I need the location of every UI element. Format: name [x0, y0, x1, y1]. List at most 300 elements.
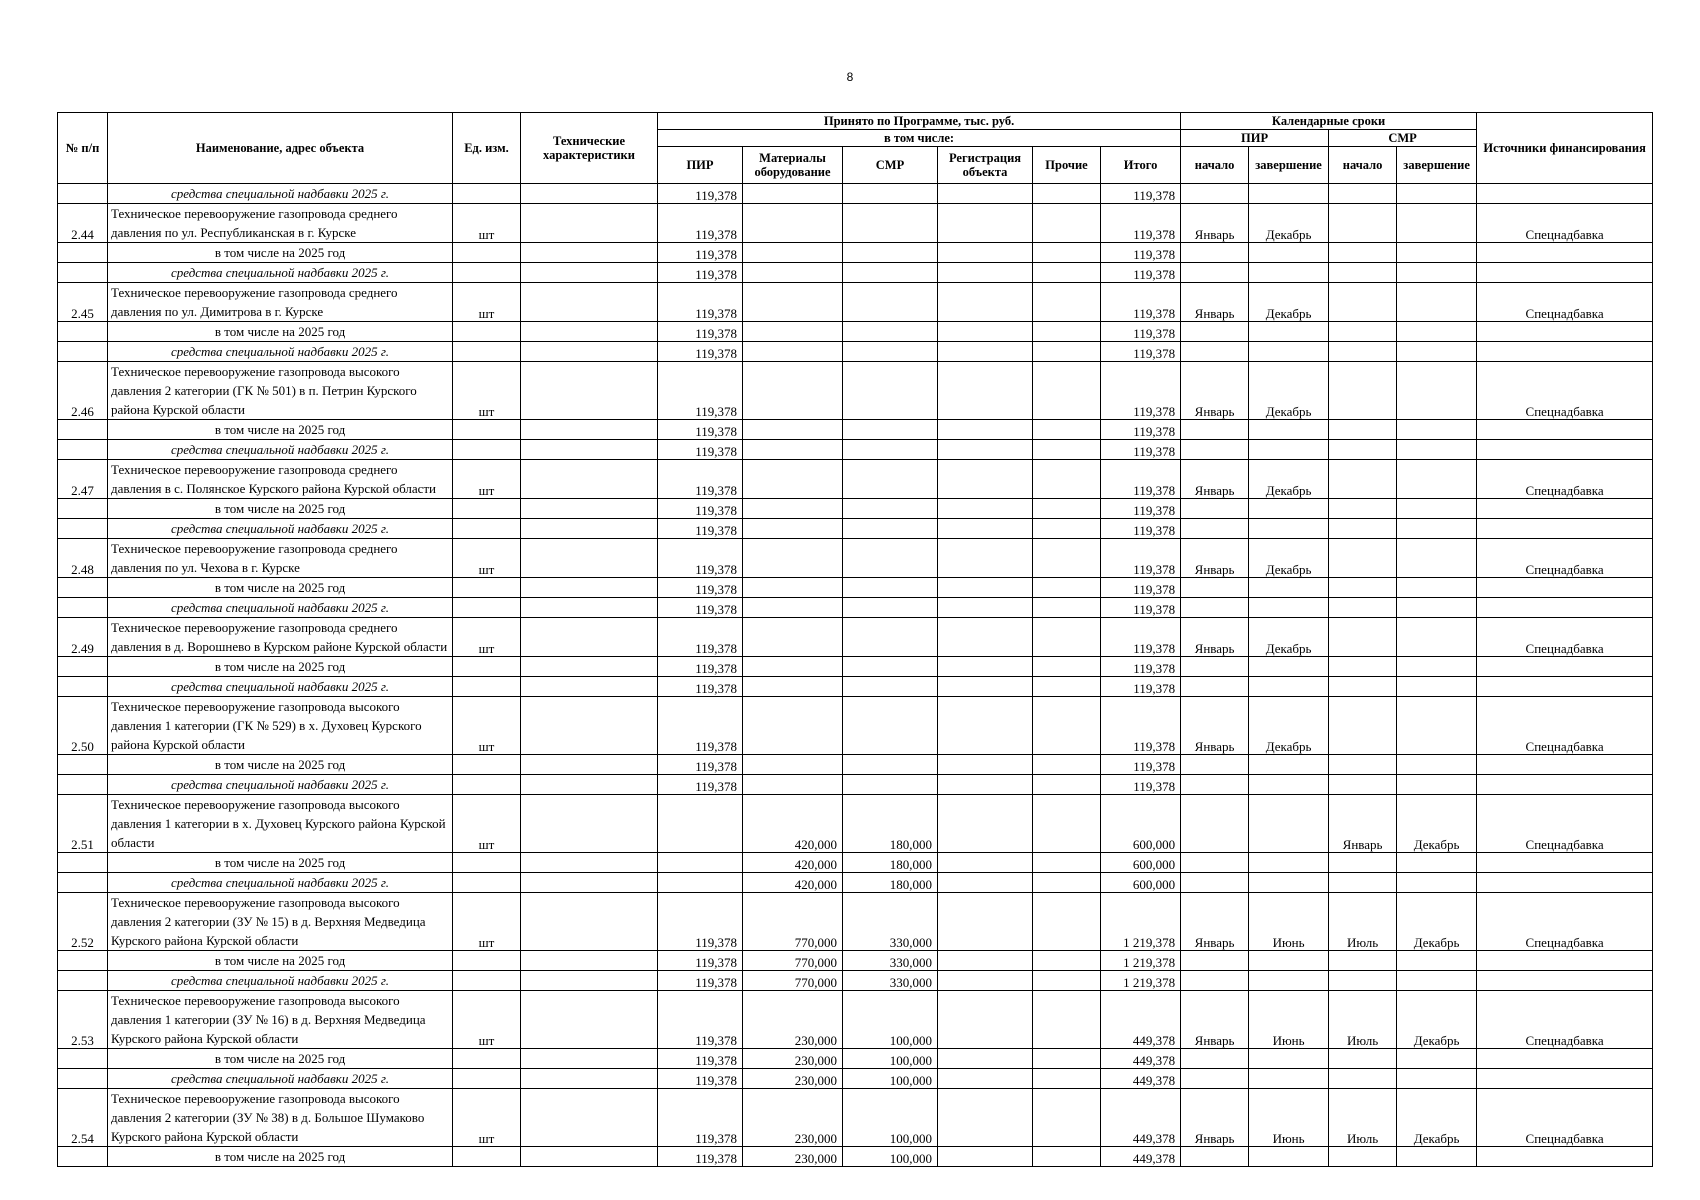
cell-total: 449,378: [1101, 1049, 1181, 1069]
cell-no: 2.45: [58, 283, 108, 322]
cell-materials: [743, 460, 843, 499]
table-row-year: [58, 499, 1653, 519]
cell-pir-end: [1249, 1049, 1329, 1069]
cell-pir: 119,378: [658, 204, 743, 243]
cell-total: 119,378: [1101, 519, 1181, 539]
cell-no: [58, 755, 108, 775]
cell-pir-start: [1181, 795, 1249, 853]
cell-smr-start: [1329, 499, 1397, 519]
cell-name: Техническое перевооружение газопровода высокого давления 1 категории в х. Духовец Курского района Курской области: [108, 795, 453, 853]
cell-pir: 119,378: [658, 1147, 743, 1167]
cell-name: в том числе на 2025 год: [108, 853, 453, 873]
cell-pir-start: Январь: [1181, 460, 1249, 499]
cell-smr: [843, 755, 938, 775]
cell-pir-end: [1249, 598, 1329, 618]
table-row-special-fund: [58, 677, 1653, 697]
cell-materials: [743, 322, 843, 342]
cell-pir-end: [1249, 1069, 1329, 1089]
table-row-object: [58, 204, 1653, 243]
cell-source: Спецнадбавка: [1477, 991, 1653, 1049]
cell-unit: [453, 971, 521, 991]
table-row-special-fund: [58, 342, 1653, 362]
cell-materials: 770,000: [743, 893, 843, 951]
cell-unit: [453, 755, 521, 775]
cell-other: [1033, 440, 1101, 460]
table-header: [58, 113, 1653, 184]
cell-tech: [521, 853, 658, 873]
cell-source: [1477, 322, 1653, 342]
cell-total: 449,378: [1101, 1069, 1181, 1089]
cell-source: Спецнадбавка: [1477, 795, 1653, 853]
cell-name: средства специальной надбавки 2025 г.: [108, 598, 453, 618]
cell-other: [1033, 1069, 1101, 1089]
cell-pir: 119,378: [658, 460, 743, 499]
cell-materials: 420,000: [743, 873, 843, 893]
cell-name: средства специальной надбавки 2025 г.: [108, 775, 453, 795]
cell-registration: [938, 677, 1033, 697]
cell-total: 119,378: [1101, 775, 1181, 795]
cell-registration: [938, 243, 1033, 263]
header-sources: Источники финансирования: [1477, 113, 1653, 184]
cell-pir-end: Июнь: [1249, 1089, 1329, 1147]
cell-no: [58, 263, 108, 283]
cell-registration: [938, 951, 1033, 971]
cell-pir: 119,378: [658, 775, 743, 795]
cell-smr-end: [1397, 322, 1477, 342]
cell-materials: [743, 263, 843, 283]
cell-smr: [843, 578, 938, 598]
cell-pir: 119,378: [658, 263, 743, 283]
cell-tech: [521, 519, 658, 539]
cell-source: [1477, 243, 1653, 263]
cell-registration: [938, 420, 1033, 440]
cell-name: Техническое перевооружение газопровода высокого давления 2 категории (ЗУ № 38) в д. Большое Шумаково Курского района Курской области: [108, 1089, 453, 1147]
cell-other: [1033, 184, 1101, 204]
cell-no: 2.53: [58, 991, 108, 1049]
cell-pir-end: [1249, 243, 1329, 263]
cell-smr-start: [1329, 971, 1397, 991]
cell-other: [1033, 873, 1101, 893]
cell-total: 119,378: [1101, 263, 1181, 283]
cell-pir-start: Январь: [1181, 362, 1249, 420]
cell-unit: [453, 1049, 521, 1069]
cell-smr: [843, 342, 938, 362]
cell-no: [58, 853, 108, 873]
cell-registration: [938, 657, 1033, 677]
cell-smr-start: [1329, 263, 1397, 283]
cell-materials: [743, 184, 843, 204]
cell-pir-start: Январь: [1181, 893, 1249, 951]
header-smr-start: начало: [1329, 147, 1397, 184]
cell-pir-start: [1181, 755, 1249, 775]
header-pir-end: завершение: [1249, 147, 1329, 184]
cell-pir: 119,378: [658, 1089, 743, 1147]
cell-total: 449,378: [1101, 1089, 1181, 1147]
cell-pir-start: [1181, 1147, 1249, 1167]
cell-pir-start: [1181, 519, 1249, 539]
cell-pir-start: [1181, 243, 1249, 263]
cell-source: [1477, 873, 1653, 893]
header-smr: СМР: [843, 147, 938, 184]
table-row-object: [58, 697, 1653, 755]
cell-pir-end: Декабрь: [1249, 460, 1329, 499]
cell-smr: [843, 263, 938, 283]
cell-pir-start: [1181, 420, 1249, 440]
cell-tech: [521, 420, 658, 440]
header-total: Итого: [1101, 147, 1181, 184]
cell-smr-end: [1397, 1069, 1477, 1089]
cell-materials: [743, 362, 843, 420]
cell-smr-end: [1397, 618, 1477, 657]
table-row-object: [58, 1089, 1653, 1147]
cell-other: [1033, 853, 1101, 873]
cell-name: в том числе на 2025 год: [108, 657, 453, 677]
cell-tech: [521, 893, 658, 951]
table-row-year: [58, 578, 1653, 598]
cell-smr-end: Декабрь: [1397, 795, 1477, 853]
table-row-special-fund: [58, 971, 1653, 991]
cell-smr: [843, 775, 938, 795]
cell-smr-start: [1329, 755, 1397, 775]
cell-registration: [938, 283, 1033, 322]
cell-total: 119,378: [1101, 578, 1181, 598]
cell-tech: [521, 263, 658, 283]
cell-materials: [743, 598, 843, 618]
cell-source: Спецнадбавка: [1477, 893, 1653, 951]
cell-smr: [843, 539, 938, 578]
cell-registration: [938, 460, 1033, 499]
cell-tech: [521, 618, 658, 657]
cell-other: [1033, 499, 1101, 519]
header-smr-end: завершение: [1397, 147, 1477, 184]
cell-smr-end: Декабрь: [1397, 893, 1477, 951]
cell-tech: [521, 342, 658, 362]
cell-smr: 330,000: [843, 951, 938, 971]
cell-smr-end: [1397, 263, 1477, 283]
cell-smr: [843, 460, 938, 499]
table-row-object: [58, 539, 1653, 578]
cell-smr-end: [1397, 539, 1477, 578]
cell-other: [1033, 893, 1101, 951]
header-including-group: в том числе:: [658, 130, 1181, 147]
cell-smr-start: [1329, 1147, 1397, 1167]
cell-pir-start: Январь: [1181, 1089, 1249, 1147]
cell-total: 600,000: [1101, 853, 1181, 873]
cell-unit: шт: [453, 460, 521, 499]
cell-smr: 100,000: [843, 991, 938, 1049]
cell-smr-start: Июль: [1329, 1089, 1397, 1147]
cell-source: [1477, 1147, 1653, 1167]
table-row-year: [58, 755, 1653, 775]
cell-unit: [453, 322, 521, 342]
cell-pir-start: [1181, 322, 1249, 342]
cell-smr: [843, 420, 938, 440]
cell-other: [1033, 263, 1101, 283]
cell-other: [1033, 204, 1101, 243]
cell-smr-end: [1397, 578, 1477, 598]
cell-materials: [743, 775, 843, 795]
cell-smr-end: [1397, 677, 1477, 697]
cell-pir-end: Июнь: [1249, 893, 1329, 951]
cell-source: [1477, 657, 1653, 677]
table-body: [58, 184, 1653, 1167]
cell-registration: [938, 499, 1033, 519]
cell-tech: [521, 971, 658, 991]
cell-smr-end: [1397, 1049, 1477, 1069]
cell-pir-start: Январь: [1181, 618, 1249, 657]
cell-pir-start: Январь: [1181, 539, 1249, 578]
cell-tech: [521, 1049, 658, 1069]
cell-other: [1033, 460, 1101, 499]
cell-smr-end: [1397, 1147, 1477, 1167]
cell-registration: [938, 618, 1033, 657]
cell-smr-end: [1397, 184, 1477, 204]
cell-pir: 119,378: [658, 755, 743, 775]
cell-registration: [938, 519, 1033, 539]
cell-tech: [521, 539, 658, 578]
cell-materials: [743, 499, 843, 519]
cell-total: 119,378: [1101, 362, 1181, 420]
cell-smr-end: [1397, 283, 1477, 322]
cell-no: [58, 578, 108, 598]
cell-other: [1033, 795, 1101, 853]
table-row-year: [58, 420, 1653, 440]
cell-unit: [453, 263, 521, 283]
cell-no: [58, 322, 108, 342]
cell-source: Спецнадбавка: [1477, 1089, 1653, 1147]
cell-unit: [453, 420, 521, 440]
cell-source: Спецнадбавка: [1477, 204, 1653, 243]
cell-source: Спецнадбавка: [1477, 618, 1653, 657]
cell-pir-start: [1181, 499, 1249, 519]
cell-smr-start: [1329, 539, 1397, 578]
cell-smr-end: Декабрь: [1397, 991, 1477, 1049]
cell-tech: [521, 951, 658, 971]
cell-smr-end: [1397, 755, 1477, 775]
table-row-object: [58, 283, 1653, 322]
cell-materials: 770,000: [743, 971, 843, 991]
cell-other: [1033, 677, 1101, 697]
cell-other: [1033, 519, 1101, 539]
table-row-year: [58, 322, 1653, 342]
cell-registration: [938, 322, 1033, 342]
cell-pir-end: Июнь: [1249, 991, 1329, 1049]
cell-pir: 119,378: [658, 499, 743, 519]
header-name: Наименование, адрес объекта: [108, 113, 453, 184]
cell-no: 2.52: [58, 893, 108, 951]
cell-smr-start: [1329, 1069, 1397, 1089]
cell-pir-start: [1181, 1069, 1249, 1089]
cell-pir-end: [1249, 322, 1329, 342]
cell-source: [1477, 440, 1653, 460]
cell-name: Техническое перевооружение газопровода среднего давления в с. Полянское Курского района Курской области: [108, 460, 453, 499]
cell-tech: [521, 440, 658, 460]
table-row-year: [58, 853, 1653, 873]
cell-source: Спецнадбавка: [1477, 539, 1653, 578]
cell-registration: [938, 539, 1033, 578]
cell-pir: 119,378: [658, 539, 743, 578]
cell-tech: [521, 598, 658, 618]
cell-pir: 119,378: [658, 440, 743, 460]
cell-other: [1033, 618, 1101, 657]
header-calendar-group: Календарные сроки: [1181, 113, 1477, 130]
cell-name: в том числе на 2025 год: [108, 243, 453, 263]
cell-source: [1477, 971, 1653, 991]
cell-unit: [453, 873, 521, 893]
cell-other: [1033, 342, 1101, 362]
cell-total: 600,000: [1101, 873, 1181, 893]
cell-smr: [843, 362, 938, 420]
cell-source: Спецнадбавка: [1477, 283, 1653, 322]
cell-tech: [521, 755, 658, 775]
cell-name: средства специальной надбавки 2025 г.: [108, 1069, 453, 1089]
cell-no: [58, 971, 108, 991]
cell-name: средства специальной надбавки 2025 г.: [108, 184, 453, 204]
table-row-object: [58, 991, 1653, 1049]
cell-source: [1477, 342, 1653, 362]
cell-total: 119,378: [1101, 184, 1181, 204]
cell-pir-start: Январь: [1181, 991, 1249, 1049]
cell-pir-end: [1249, 499, 1329, 519]
cell-registration: [938, 1069, 1033, 1089]
cell-pir: 119,378: [658, 677, 743, 697]
cell-name: в том числе на 2025 год: [108, 951, 453, 971]
cell-unit: [453, 775, 521, 795]
header-pir-start: начало: [1181, 147, 1249, 184]
cell-materials: [743, 204, 843, 243]
cell-total: 119,378: [1101, 539, 1181, 578]
cell-no: [58, 951, 108, 971]
cell-smr-end: [1397, 971, 1477, 991]
cell-name: Техническое перевооружение газопровода высокого давления 2 категории (ЗУ № 15) в д. Верхняя Медведица Курского района Курской области: [108, 893, 453, 951]
table-row-special-fund: [58, 519, 1653, 539]
cell-name: Техническое перевооружение газопровода среднего давления по ул. Республиканская в г. Курске: [108, 204, 453, 243]
cell-pir-end: Декабрь: [1249, 204, 1329, 243]
cell-total: 1 219,378: [1101, 893, 1181, 951]
cell-smr-start: [1329, 775, 1397, 795]
cell-smr-end: [1397, 519, 1477, 539]
cell-pir-end: [1249, 519, 1329, 539]
cell-pir: [658, 853, 743, 873]
table-row-special-fund: [58, 873, 1653, 893]
header-other: Прочие: [1033, 147, 1101, 184]
cell-no: [58, 342, 108, 362]
cell-pir-end: [1249, 263, 1329, 283]
cell-other: [1033, 1049, 1101, 1069]
cell-total: 119,378: [1101, 204, 1181, 243]
cell-other: [1033, 657, 1101, 677]
table-row-year: [58, 657, 1653, 677]
cell-pir: 119,378: [658, 893, 743, 951]
cell-other: [1033, 539, 1101, 578]
cell-other: [1033, 971, 1101, 991]
cell-unit: шт: [453, 618, 521, 657]
cell-smr-end: [1397, 853, 1477, 873]
cell-source: Спецнадбавка: [1477, 697, 1653, 755]
cell-total: 1 219,378: [1101, 951, 1181, 971]
cell-registration: [938, 697, 1033, 755]
table-row-object: [58, 362, 1653, 420]
cell-name: средства специальной надбавки 2025 г.: [108, 873, 453, 893]
cell-registration: [938, 1089, 1033, 1147]
cell-unit: [453, 598, 521, 618]
cell-pir-end: Декабрь: [1249, 362, 1329, 420]
cell-smr-start: [1329, 873, 1397, 893]
cell-pir-end: [1249, 971, 1329, 991]
cell-materials: [743, 519, 843, 539]
header-cal-pir-group: ПИР: [1181, 130, 1329, 147]
cell-other: [1033, 755, 1101, 775]
cell-no: 2.47: [58, 460, 108, 499]
cell-tech: [521, 578, 658, 598]
cell-no: [58, 1147, 108, 1167]
cell-tech: [521, 677, 658, 697]
table-row-special-fund: [58, 598, 1653, 618]
cell-source: [1477, 263, 1653, 283]
cell-smr: [843, 519, 938, 539]
cell-other: [1033, 243, 1101, 263]
cell-total: 119,378: [1101, 342, 1181, 362]
cell-smr-start: [1329, 519, 1397, 539]
cell-source: [1477, 578, 1653, 598]
cell-unit: шт: [453, 893, 521, 951]
cell-pir-end: [1249, 795, 1329, 853]
cell-unit: шт: [453, 991, 521, 1049]
cell-pir-end: [1249, 1147, 1329, 1167]
cell-unit: шт: [453, 1089, 521, 1147]
cell-smr-end: [1397, 440, 1477, 460]
cell-total: 119,378: [1101, 420, 1181, 440]
cell-source: Спецнадбавка: [1477, 362, 1653, 420]
cell-no: [58, 873, 108, 893]
cell-unit: шт: [453, 204, 521, 243]
cell-name: в том числе на 2025 год: [108, 322, 453, 342]
cell-smr-end: [1397, 420, 1477, 440]
cell-no: [58, 598, 108, 618]
cell-smr: 330,000: [843, 893, 938, 951]
table-row-special-fund: [58, 1069, 1653, 1089]
cell-pir-start: [1181, 440, 1249, 460]
cell-other: [1033, 283, 1101, 322]
table-row-year: [58, 951, 1653, 971]
cell-no: [58, 775, 108, 795]
cell-unit: [453, 1147, 521, 1167]
cell-other: [1033, 775, 1101, 795]
cell-name: в том числе на 2025 год: [108, 420, 453, 440]
cell-materials: [743, 755, 843, 775]
cell-unit: [453, 657, 521, 677]
cell-tech: [521, 657, 658, 677]
cell-unit: [453, 243, 521, 263]
cell-smr: 180,000: [843, 873, 938, 893]
cell-other: [1033, 322, 1101, 342]
cell-pir: 119,378: [658, 342, 743, 362]
cell-name: средства специальной надбавки 2025 г.: [108, 677, 453, 697]
cell-total: 119,378: [1101, 618, 1181, 657]
cell-tech: [521, 697, 658, 755]
cell-name: средства специальной надбавки 2025 г.: [108, 263, 453, 283]
cell-other: [1033, 697, 1101, 755]
program-table: [57, 112, 1653, 1167]
cell-name: Техническое перевооружение газопровода среднего давления по ул. Димитрова в г. Курске: [108, 283, 453, 322]
cell-other: [1033, 1147, 1101, 1167]
cell-registration: [938, 873, 1033, 893]
cell-total: 600,000: [1101, 795, 1181, 853]
cell-materials: 230,000: [743, 1069, 843, 1089]
cell-smr: [843, 440, 938, 460]
cell-smr: [843, 657, 938, 677]
cell-smr: [843, 243, 938, 263]
